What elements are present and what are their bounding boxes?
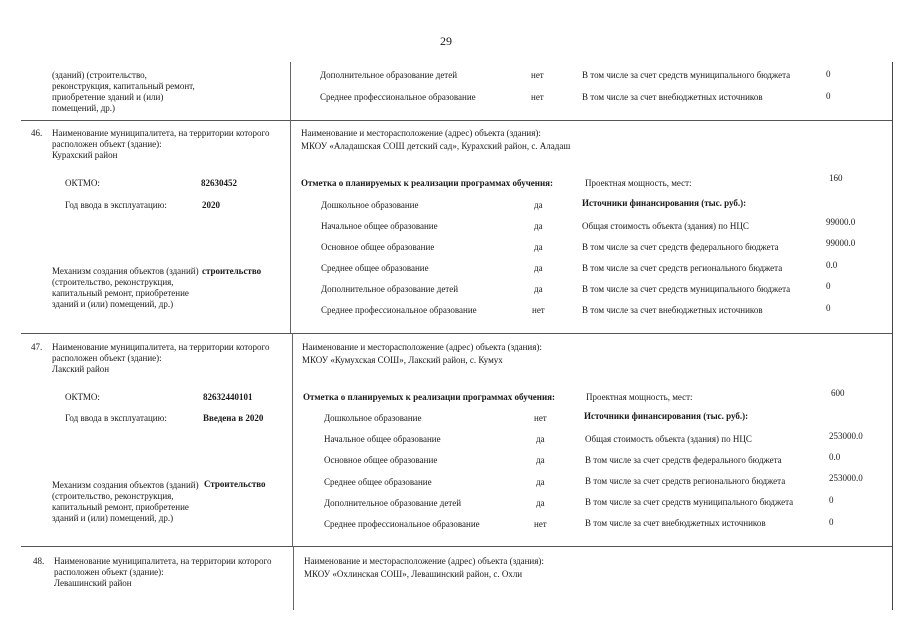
funding-label: В том числе за счет внебюджетных источников [582,305,763,315]
program-name: Дополнительное образование детей [324,498,462,508]
oktmo-value: 82630452 [201,178,237,188]
funding-value: 253000.0 [829,473,863,483]
column-divider [290,62,291,120]
funding-header: Источники финансирования (тыс. руб.): [584,411,749,421]
program-name: Среднее профессиональное образование [321,305,477,315]
funding-label: В том числе за счет внебюджетных источников [582,92,763,102]
address-value: МКОУ «Охлинская СОШ», Левашинский район, с. Охли [304,569,523,579]
program-mark: нет [532,305,545,315]
funding-value: 0 [829,517,834,527]
municipality-label: Наименование муниципалитета, на территории которого расположен объект (здание): [54,556,272,577]
district-name: Лакский район [52,364,110,374]
capacity-label: Проектная мощность, мест: [586,392,693,402]
funding-label: В том числе за счет средств регионального бюджета [582,263,783,273]
year-label: Год ввода в эксплуатацию: [65,200,167,210]
program-mark: да [534,284,543,294]
row-divider [21,546,892,547]
row-divider [21,333,892,334]
address-label: Наименование и месторасположение (адрес) объекта (здания): [301,128,541,138]
funding-label: В том числе за счет средств федерального бюджета [585,455,782,465]
program-name: Начальное общее образование [321,221,438,231]
district-name: Курахский район [52,150,118,160]
program-mark: да [536,498,545,508]
program-name: Среднее общее образование [324,477,432,487]
program-name: Среднее профессиональное образование [324,519,480,529]
program-mark: да [534,242,543,252]
program-name: Дошкольное образование [324,413,422,423]
capacity-value: 160 [829,173,843,183]
program-mark: да [534,200,543,210]
programs-header: Отметка о планируемых к реализации программах обучения: [303,392,556,402]
program-mark: да [536,434,545,444]
funding-label: В том числе за счет внебюджетных источников [585,518,766,528]
funding-label: В том числе за счет средств регионального бюджета [585,476,786,486]
column-divider [290,120,291,333]
funding-label: В том числе за счет средств федерального бюджета [582,242,779,252]
oktmo-label: ОКТМО: [65,392,100,402]
program-name: Среднее профессиональное образование [320,92,476,102]
capacity-label: Проектная мощность, мест: [585,178,692,188]
program-mark: нет [534,413,547,423]
program-name: Дополнительное образование детей [320,70,458,80]
entry-number: 48. [33,556,45,566]
funding-value: 0 [826,69,831,79]
funding-label: Общая стоимость объекта (здания) по НЦС [585,434,752,444]
funding-value: 0 [829,495,834,505]
mechanism-label: Механизм создания объектов (зданий) (строительство, реконструкция, капитальный ремонт, приобретение зданий и (или) помещений, др.) [52,480,199,523]
program-mark: нет [531,92,544,102]
address-label: Наименование и месторасположение (адрес) объекта (здания): [304,556,544,566]
district-name: Левашинский район [54,578,132,588]
funding-value: 0 [826,303,831,313]
program-mark: да [534,221,543,231]
entry-number: 46. [31,128,43,138]
page-number: 29 [440,34,452,48]
year-value: 2020 [202,200,220,210]
program-mark: да [534,263,543,273]
year-value: Введена в 2020 [203,413,264,423]
program-mark: да [536,477,545,487]
mechanism-label-tail: (зданий) (строительство, реконструкция, капитальный ремонт, приобретение зданий и (или) помещений, др.) [52,70,195,113]
funding-value: 0 [826,281,831,291]
year-label: Год ввода в эксплуатацию: [65,413,167,423]
funding-value: 99000.0 [826,238,856,248]
funding-header: Источники финансирования (тыс. руб.): [582,198,747,208]
right-border [892,62,893,610]
mechanism-value: Строительство [204,479,266,489]
funding-label: В том числе за счет средств муниципального бюджета [582,284,791,294]
column-divider [292,333,293,546]
program-mark: нет [534,519,547,529]
program-mark: нет [531,70,544,80]
funding-value: 253000.0 [829,431,863,441]
program-name: Среднее общее образование [321,263,429,273]
address-label: Наименование и месторасположение (адрес) объекта (здания): [302,342,542,352]
program-name: Дошкольное образование [321,200,419,210]
programs-header: Отметка о планируемых к реализации программах обучения: [301,178,554,188]
entry-number: 47. [31,342,43,352]
mechanism-value: строительство [202,266,262,276]
oktmo-value: 82632440101 [203,392,253,402]
row-divider [21,120,892,121]
funding-value: 0.0 [829,452,841,462]
program-name: Дополнительное образование детей [321,284,459,294]
address-value: МКОУ «Кумухская СОШ», Лакский район, с. Кумух [302,355,503,365]
program-name: Основное общее образование [324,455,438,465]
program-name: Основное общее образование [321,242,435,252]
program-name: Начальное общее образование [324,434,441,444]
municipality-label: Наименование муниципалитета, на территории которого расположен объект (здание): [52,342,270,363]
oktmo-label: ОКТМО: [65,178,100,188]
funding-value: 0 [826,91,831,101]
funding-value: 0.0 [826,260,838,270]
program-mark: да [536,455,545,465]
municipality-label: Наименование муниципалитета, на территории которого расположен объект (здание): [52,128,270,149]
mechanism-label: Механизм создания объектов (зданий) (строительство, реконструкция, капитальный ремонт, приобретение зданий и (или) помещений, др.) [52,266,199,309]
address-value: МКОУ «Аладашская СОШ детский сад», Курахский район, с. Аладаш [301,141,571,151]
funding-label: В том числе за счет средств муниципального бюджета [582,70,791,80]
funding-label: В том числе за счет средств муниципального бюджета [585,497,794,507]
capacity-value: 600 [831,388,845,398]
funding-label: Общая стоимость объекта (здания) по НЦС [582,221,749,231]
funding-value: 99000.0 [826,217,856,227]
